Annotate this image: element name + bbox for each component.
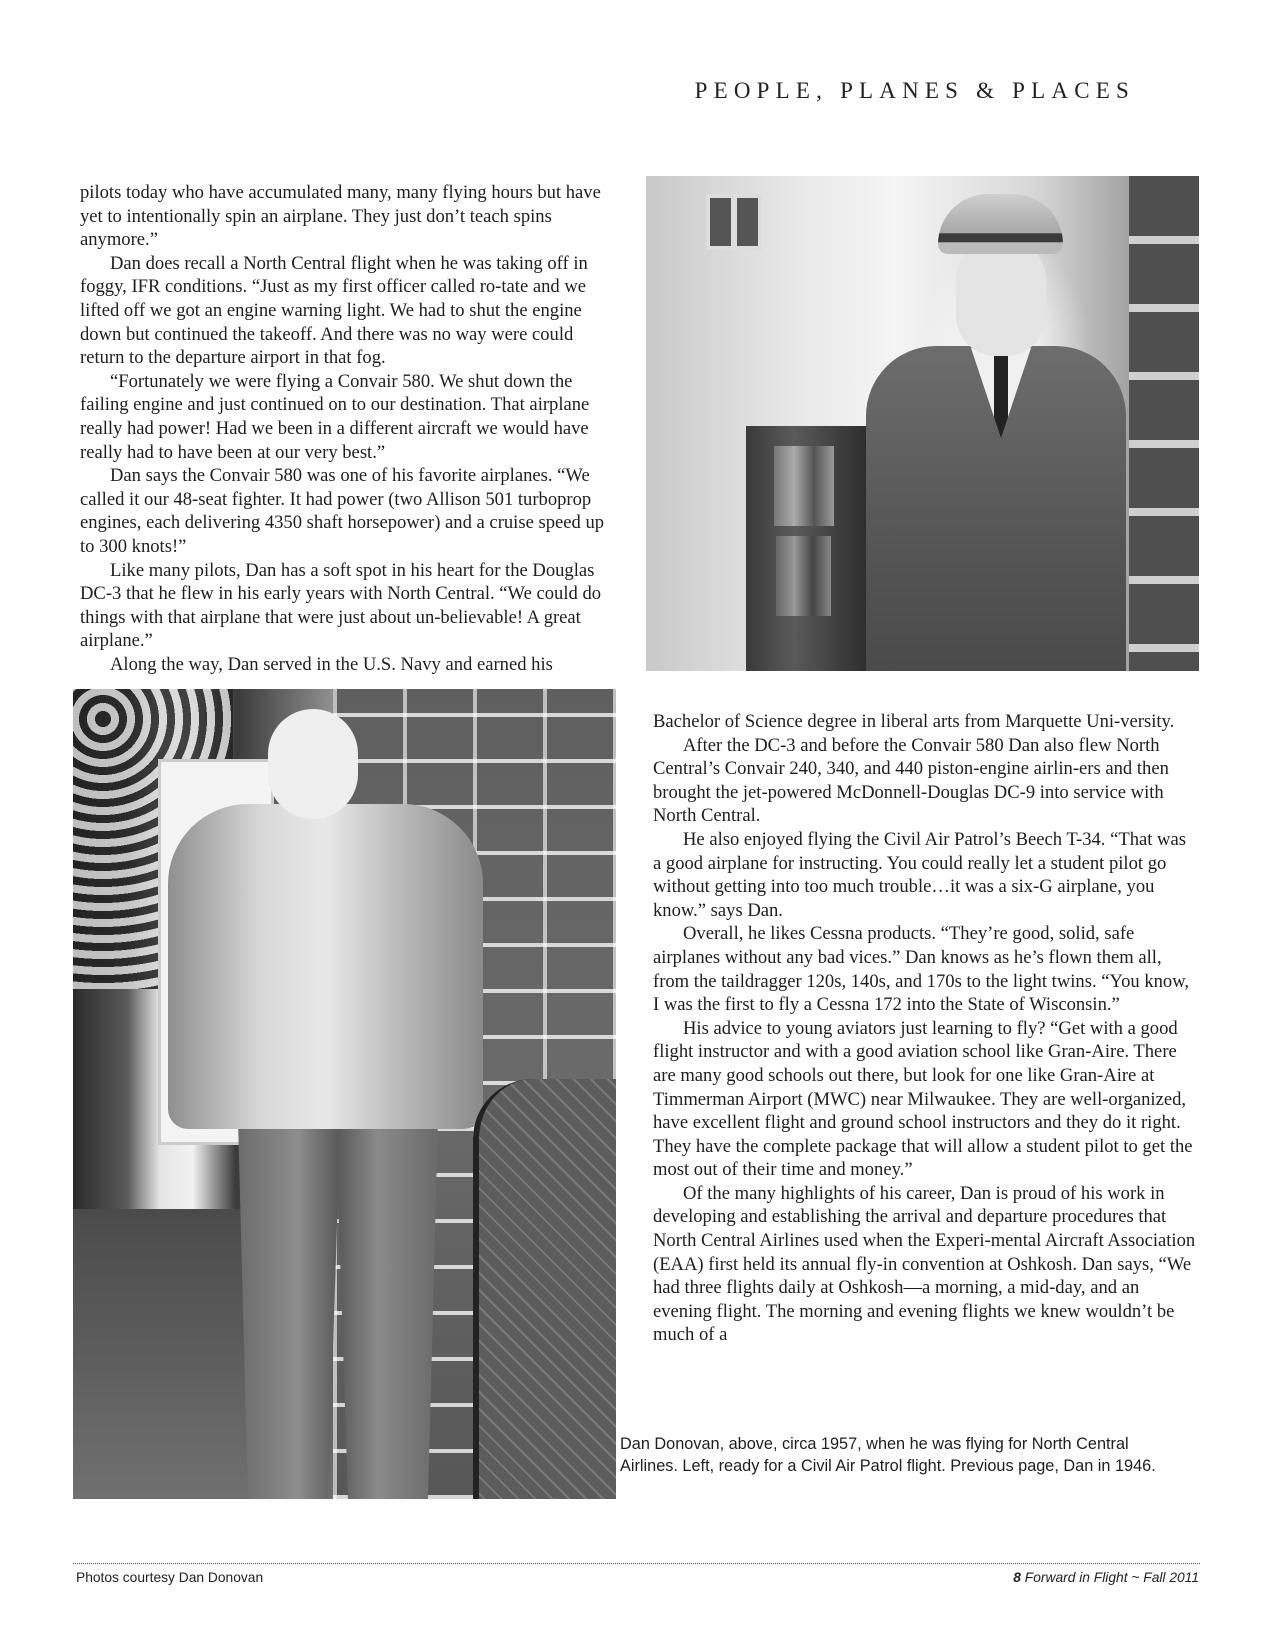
page-folio xyxy=(1013,1570,1199,1585)
photo-pilot-uniform-1957 xyxy=(646,176,1199,671)
photo-flight-jacket xyxy=(168,804,483,1129)
photo-face xyxy=(268,709,358,819)
paragraph: After the DC-3 and before the Convair 580 Dan also flew North Central’s Convair 240, 340, and 440 piston-engine airlin-ers and then brought the jet-powered McDonnell-Douglas DC-9 into service with North Central. xyxy=(653,734,1169,827)
photo-pilot-cap xyxy=(938,194,1063,254)
paragraph: Overall, he likes Cessna products. “They’re good, solid, safe airplanes without any bad vices.” Dan knows as he’s flown them all, from the taildragger 120s, 140s, and 170s to the light twins. “You know, I was the first to fly a Cessna 172 into the State of Wisconsin.” xyxy=(653,923,1190,1016)
paragraph: Dan says the Convair 580 was one of his favorite airplanes. “We called it our 48-seat fighter. It had power (two Allison 501 turboprop engines, each delivering 4350 shaft horsepower) and a cruise speed up to 300 knots!” xyxy=(80,465,605,557)
paragraph: Dan does recall a North Central flight when he was taking off in foggy, IFR conditions. “Just as my first officer called ro-tate and we lifted off we got an engine warning light. We had to shut the engine down but continued the takeoff. And there was no way were could return to the departure airport in that fog. xyxy=(80,252,588,369)
running-head: PEOPLE, PLANES & PLACES xyxy=(694,78,1135,103)
article-column-right xyxy=(653,710,1198,1347)
paragraph: His advice to young aviators just learning to fly? “Get with a good flight instructor and with a good aviation school like Gran-Aire. There are many good schools out there, but look for one like Gran-Aire at Timmerman Airport (MWC) near Milwaukee. They are well-organized, have excellent flight and ground school instructors and they do it right. They have the complete package that will allow a student pilot to get the most out of their time and money.” xyxy=(653,1017,1193,1181)
photo-bookcase xyxy=(1129,176,1199,671)
paragraph: He also enjoyed flying the Civil Air Patrol’s Beech T-34. “That was a good airplane for instructing. You could really let a student pilot go without getting into too much trouble…it was a six-G airplane, you know.” says Dan. xyxy=(653,828,1186,921)
photo-caption: Dan Donovan, above, circa 1957, when he was flying for North Central Airlines. Left, ready for a Civil Air Patrol flight. Previous page, Dan in 1946. xyxy=(620,1435,1156,1475)
paragraph: pilots today who have accumulated many, many flying hours but have yet to intentionally spin an airplane. They just don’t teach spins anymore.” xyxy=(80,182,601,251)
page-number: 8 xyxy=(1013,1570,1021,1585)
photo-bookshelf xyxy=(746,426,866,671)
footer-divider xyxy=(73,1563,1200,1564)
photo-civil-air-patrol xyxy=(73,689,616,1499)
photo-credit: Photos courtesy Dan Donovan xyxy=(76,1570,264,1585)
paragraph: Along the way, Dan served in the U.S. Navy and earned his xyxy=(110,653,553,675)
paragraph: Bachelor of Science degree in liberal arts from Marquette Uni-versity. xyxy=(653,711,1175,732)
photo-chair xyxy=(473,1079,616,1499)
paragraph: Of the many highlights of his career, Dan is proud of his work in developing and establishing the arrival and departure procedures that North Central Airlines used when the Experi-mental Aircraft Association (EAA) first held its annual fly-in convention at Oshkosh. Dan says, “We had three flights daily at Oshkosh—a morning, a mid-day, and an evening flight. The morning and evening flights we knew wouldn’t be much of a xyxy=(653,1182,1196,1346)
photo-window xyxy=(706,194,762,250)
photo-face xyxy=(956,236,1046,356)
paragraph: “Fortunately we were flying a Convair 580. We shut down the failing engine and just continued on to our destination. That airplane really had power! Had we been in a different aircraft we would have really had to have been at our very best.” xyxy=(80,370,590,463)
publication-name: Forward in Flight ~ Fall 2011 xyxy=(1024,1570,1199,1585)
article-column-left xyxy=(80,181,615,676)
paragraph: Like many pilots, Dan has a soft spot in his heart for the Douglas DC-3 that he flew in his early years with North Central. “We could do things with that airplane that were just about un-believable! A great airplane.” xyxy=(80,559,602,652)
